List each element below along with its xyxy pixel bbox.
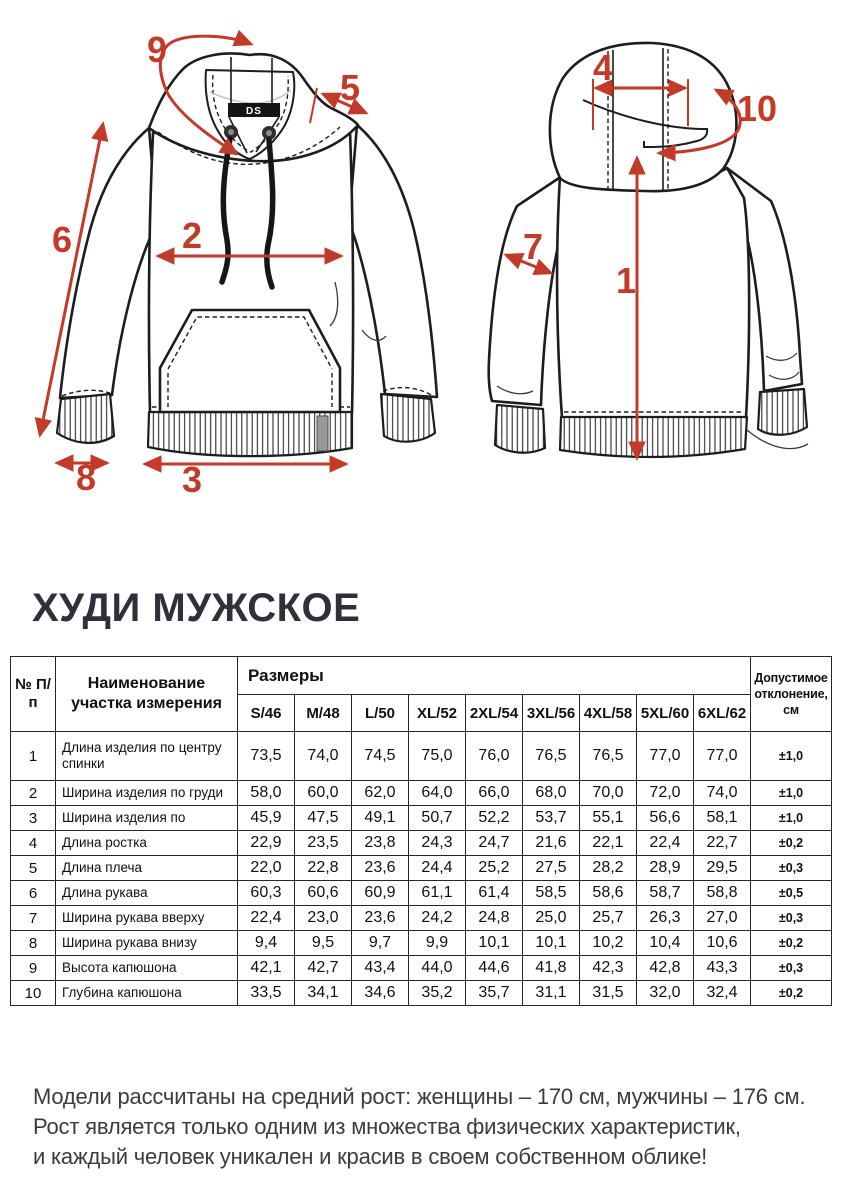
tolerance-cell: ±0,3	[751, 906, 832, 931]
tolerance-cell: ±1,0	[751, 781, 832, 806]
value-cell: 24,2	[409, 906, 466, 931]
value-cell: 58,8	[694, 881, 751, 906]
value-cell: 42,1	[238, 956, 295, 981]
value-cell: 74,0	[694, 781, 751, 806]
value-cell: 72,0	[637, 781, 694, 806]
value-cell: 23,0	[295, 906, 352, 931]
measure-name-cell: Ширина рукава вверху	[56, 906, 238, 931]
value-cell: 60,3	[238, 881, 295, 906]
value-cell: 31,1	[523, 981, 580, 1006]
value-cell: 47,5	[295, 806, 352, 831]
back-hem-band	[560, 417, 747, 457]
size-table-header	[11, 657, 832, 732]
value-cell: 26,3	[637, 906, 694, 931]
value-cell: 53,7	[523, 806, 580, 831]
value-cell: 62,0	[352, 781, 409, 806]
value-cell: 56,6	[637, 806, 694, 831]
value-cell: 45,9	[238, 806, 295, 831]
hoodie-diagram-svg	[0, 0, 841, 548]
value-cell: 22,9	[238, 831, 295, 856]
header-tolerance: Допустимое отклонение, см	[751, 657, 832, 732]
tolerance-cell: ±1,0	[751, 732, 832, 781]
value-cell: 23,6	[352, 856, 409, 881]
value-cell: 33,5	[238, 981, 295, 1006]
value-cell: 58,0	[238, 781, 295, 806]
measure-label-9: 9	[146, 29, 168, 70]
value-cell: 44,6	[466, 956, 523, 981]
measure-label-6: 6	[51, 219, 73, 260]
value-cell: 10,6	[694, 931, 751, 956]
value-cell: 34,1	[295, 981, 352, 1006]
value-cell: 28,2	[580, 856, 637, 881]
value-cell: 25,7	[580, 906, 637, 931]
value-cell: 35,2	[409, 981, 466, 1006]
value-cell: 21,6	[523, 831, 580, 856]
row-number-cell: 7	[11, 906, 56, 931]
value-cell: 22,0	[238, 856, 295, 881]
value-cell: 9,7	[352, 931, 409, 956]
row-number-cell: 5	[11, 856, 56, 881]
size-table	[10, 656, 832, 1006]
value-cell: 10,1	[523, 931, 580, 956]
value-cell: 41,8	[523, 956, 580, 981]
measure-name-cell: Длина ростка	[56, 831, 238, 856]
value-cell: 68,0	[523, 781, 580, 806]
back-body	[557, 168, 749, 418]
header-size: 3XL/56	[523, 695, 580, 732]
value-cell: 58,6	[580, 881, 637, 906]
value-cell: 24,8	[466, 906, 523, 931]
hem-tab	[317, 416, 328, 451]
measure-label-7: 7	[522, 226, 544, 267]
value-cell: 60,6	[295, 881, 352, 906]
value-cell: 9,9	[409, 931, 466, 956]
value-cell: 32,4	[694, 981, 751, 1006]
value-cell: 43,3	[694, 956, 751, 981]
hoodie-diagram	[0, 0, 841, 548]
value-cell: 10,1	[466, 931, 523, 956]
value-cell: 76,5	[523, 732, 580, 781]
tolerance-cell: ±0,2	[751, 981, 832, 1006]
value-cell: 77,0	[637, 732, 694, 781]
value-cell: 74,0	[295, 732, 352, 781]
measure-label-4: 4	[592, 47, 614, 88]
value-cell: 34,6	[352, 981, 409, 1006]
value-cell: 35,7	[466, 981, 523, 1006]
value-cell: 27,0	[694, 906, 751, 931]
front-right-sleeve	[349, 125, 437, 397]
row-number-cell: 1	[11, 732, 56, 781]
value-cell: 24,3	[409, 831, 466, 856]
value-cell: 10,4	[637, 931, 694, 956]
value-cell: 22,4	[238, 906, 295, 931]
table-row	[11, 956, 832, 981]
size-table-body	[11, 732, 832, 1006]
row-number-cell: 2	[11, 781, 56, 806]
value-cell: 25,2	[466, 856, 523, 881]
row-number-cell: 3	[11, 806, 56, 831]
back-right-cuff	[758, 389, 807, 435]
value-cell: 42,8	[637, 956, 694, 981]
page-title: ХУДИ МУЖСКОЕ	[32, 586, 361, 630]
measure-name-cell: Высота капюшона	[56, 956, 238, 981]
header-size: 4XL/58	[580, 695, 637, 732]
row-number-cell: 4	[11, 831, 56, 856]
back-left-sleeve	[489, 176, 562, 405]
measure-label-3: 3	[181, 459, 203, 500]
value-cell: 42,7	[295, 956, 352, 981]
table-row	[11, 881, 832, 906]
value-cell: 22,4	[637, 831, 694, 856]
front-left-cuff	[57, 394, 114, 443]
value-cell: 64,0	[409, 781, 466, 806]
kangaroo-pocket	[160, 310, 340, 412]
value-cell: 70,0	[580, 781, 637, 806]
table-row	[11, 856, 832, 881]
value-cell: 77,0	[694, 732, 751, 781]
value-cell: 60,0	[295, 781, 352, 806]
value-cell: 74,5	[352, 732, 409, 781]
value-cell: 10,2	[580, 931, 637, 956]
value-cell: 9,4	[238, 931, 295, 956]
value-cell: 76,0	[466, 732, 523, 781]
value-cell: 24,4	[409, 856, 466, 881]
value-cell: 61,4	[466, 881, 523, 906]
value-cell: 22,7	[694, 831, 751, 856]
table-row	[11, 906, 832, 931]
value-cell: 22,8	[295, 856, 352, 881]
measure-label-10: 10	[736, 88, 778, 129]
value-cell: 22,1	[580, 831, 637, 856]
header-size: XL/52	[409, 695, 466, 732]
back-hood	[550, 43, 737, 191]
measure-label-1: 1	[615, 260, 637, 301]
neck-tag-label: DS	[246, 106, 262, 117]
table-row	[11, 732, 832, 781]
table-row	[11, 806, 832, 831]
header-size: 2XL/54	[466, 695, 523, 732]
tolerance-cell: ±0,2	[751, 931, 832, 956]
value-cell: 32,0	[637, 981, 694, 1006]
measure-label-2: 2	[181, 215, 203, 256]
footer-line: Модели рассчитаны на средний рост: женщины – 170 см, мужчины – 176 см.	[33, 1084, 806, 1109]
value-cell: 55,1	[580, 806, 637, 831]
header-size: 6XL/62	[694, 695, 751, 732]
value-cell: 76,5	[580, 732, 637, 781]
value-cell: 52,2	[466, 806, 523, 831]
tolerance-cell: ±0,2	[751, 831, 832, 856]
row-number-cell: 8	[11, 931, 56, 956]
value-cell: 28,9	[637, 856, 694, 881]
header-size: S/46	[238, 695, 295, 732]
footer-line: и каждый человек уникален и красив в своем собственном облике!	[33, 1144, 708, 1169]
measure-name-cell: Ширина изделия по груди	[56, 781, 238, 806]
value-cell: 24,7	[466, 831, 523, 856]
value-cell: 44,0	[409, 956, 466, 981]
value-cell: 60,9	[352, 881, 409, 906]
header-sizes-group: Размеры	[238, 657, 751, 695]
value-cell: 23,5	[295, 831, 352, 856]
value-cell: 58,1	[694, 806, 751, 831]
value-cell: 61,1	[409, 881, 466, 906]
measure-name-cell: Длина изделия по центру спинки	[56, 732, 238, 781]
header-size: 5XL/60	[637, 695, 694, 732]
value-cell: 9,5	[295, 931, 352, 956]
row-number-cell: 6	[11, 881, 56, 906]
value-cell: 58,7	[637, 881, 694, 906]
tolerance-cell: ±0,3	[751, 856, 832, 881]
value-cell: 27,5	[523, 856, 580, 881]
header-size: L/50	[352, 695, 409, 732]
value-cell: 31,5	[580, 981, 637, 1006]
table-row	[11, 781, 832, 806]
measure-label-5: 5	[339, 67, 361, 108]
front-right-cuff	[381, 394, 435, 442]
value-cell: 42,3	[580, 956, 637, 981]
measure-name-cell: Ширина рукава внизу	[56, 931, 238, 956]
value-cell: 66,0	[466, 781, 523, 806]
header-name: Наименование участка измерения	[56, 657, 238, 732]
value-cell: 49,1	[352, 806, 409, 831]
tolerance-cell: ±0,3	[751, 956, 832, 981]
row-number-cell: 9	[11, 956, 56, 981]
tolerance-cell: ±0,5	[751, 881, 832, 906]
measure-name-cell: Ширина изделия по	[56, 806, 238, 831]
value-cell: 73,5	[238, 732, 295, 781]
row-number-cell: 10	[11, 981, 56, 1006]
table-row	[11, 831, 832, 856]
value-cell: 23,8	[352, 831, 409, 856]
table-row	[11, 931, 832, 956]
back-left-cuff	[495, 405, 545, 453]
header-size: M/48	[295, 695, 352, 732]
footer-note	[33, 1082, 841, 1172]
value-cell: 25,0	[523, 906, 580, 931]
measure-name-cell: Длина плеча	[56, 856, 238, 881]
value-cell: 75,0	[409, 732, 466, 781]
footer-line: Рост является только одним из множества физических характеристик,	[33, 1114, 741, 1139]
value-cell: 58,5	[523, 881, 580, 906]
measure-label-8: 8	[75, 457, 97, 498]
value-cell: 50,7	[409, 806, 466, 831]
table-row	[11, 981, 832, 1006]
measure-name-cell: Длина рукава	[56, 881, 238, 906]
value-cell: 29,5	[694, 856, 751, 881]
measure-name-cell: Глубина капюшона	[56, 981, 238, 1006]
header-num: № П/п	[11, 657, 56, 732]
tolerance-cell: ±1,0	[751, 806, 832, 831]
value-cell: 43,4	[352, 956, 409, 981]
value-cell: 23,6	[352, 906, 409, 931]
